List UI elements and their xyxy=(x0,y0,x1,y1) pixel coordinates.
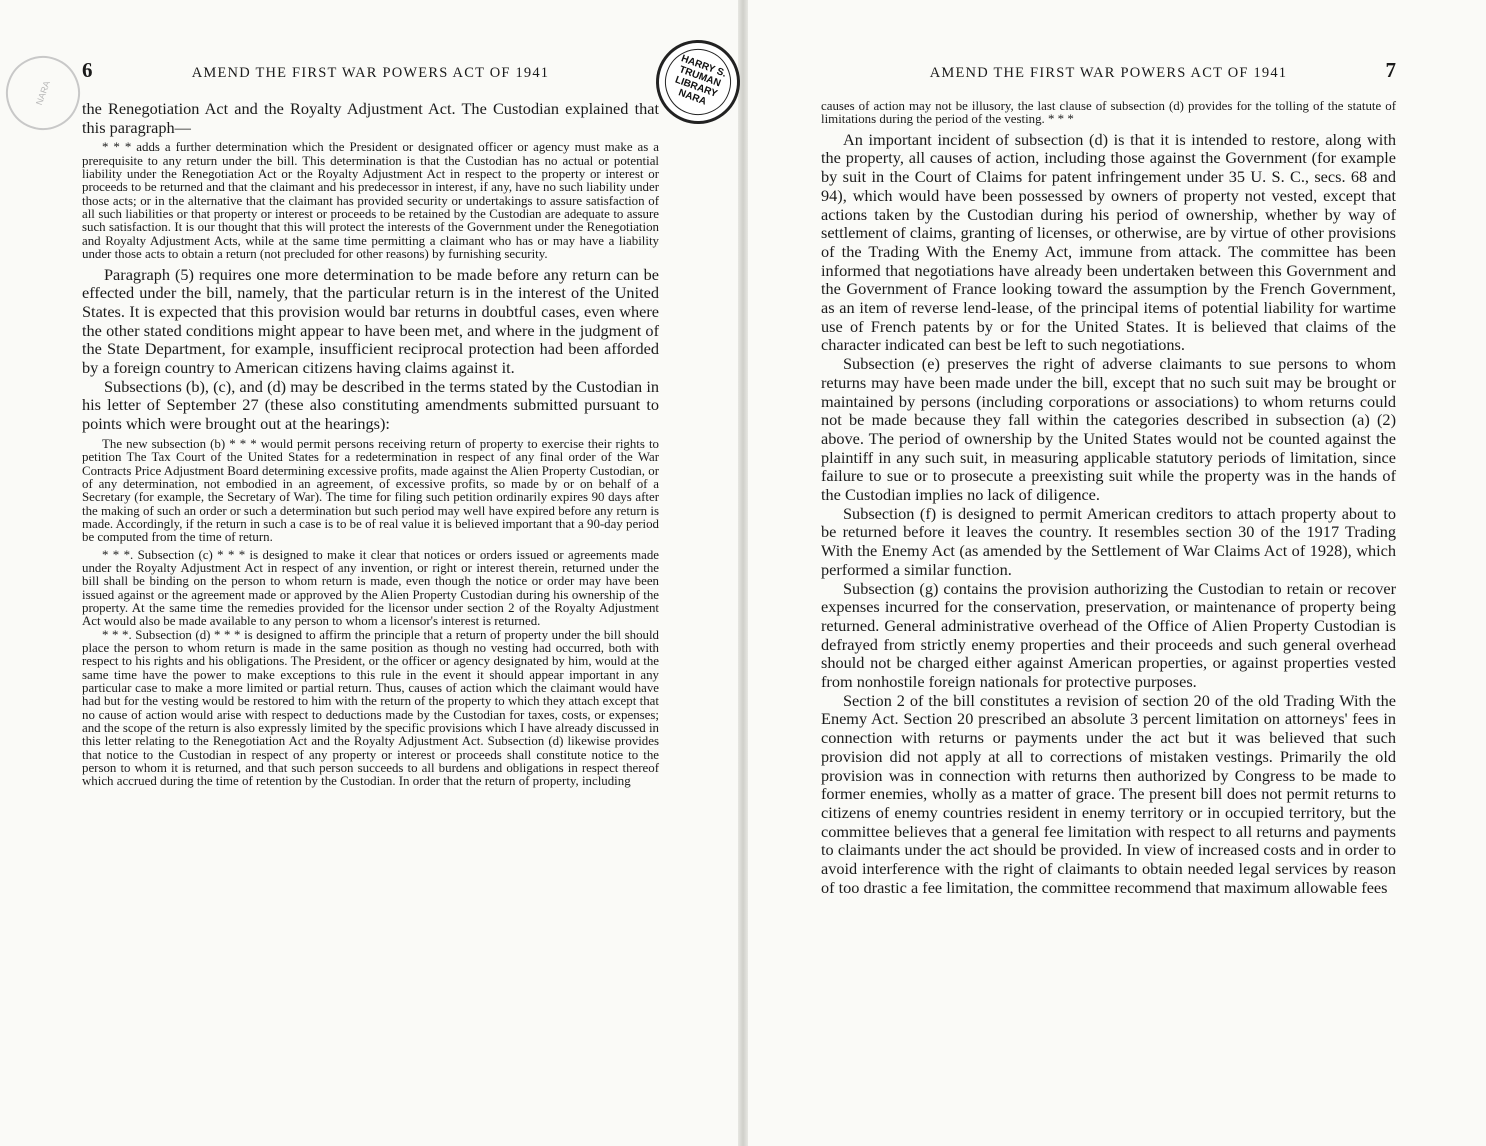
quoted-paragraph: causes of action may not be illusory, the last clause of subsection (d) provides for the tolling of the statute of limitations during the period of the vesting. * * * xyxy=(821,99,1396,127)
paragraph: Subsections (b), (c), and (d) may be described in the terms stated by the Custodian in his letter of September 27 (these also constituting amendments submitted pursuant to points which were brought out at the hearings): xyxy=(82,376,659,434)
running-head: AMEND THE FIRST WAR POWERS ACT OF 1941 xyxy=(191,65,550,81)
paragraph: Paragraph (5) requires one more determination to be made before any return can be effected under the bill, namely, that the particular return is in the interest of the United States. It is expected that this provision would bar returns in doubtful cases, even where the other stated conditions might appear to have been met, and where in the judgment of the State Department, for example, insufficient reciprocal protection had been afforded by a foreign country to American citizens having claims against it. xyxy=(82,264,659,378)
right-page-text xyxy=(821,100,1396,898)
right-page xyxy=(743,0,1486,1146)
paragraph: Subsection (e) preserves the right of adverse claimants to sue persons to whom returns may have been made under the bill, except that no such suit may be brought or maintained by persons (including corporations or associations) to whom returns could not be made because they fall within the categories described in subsection (a) (2) above. The period of ownership by the United States would not be counted against the plaintiff in any such suit, in measuring applicable statutory periods of limitation, since failure to sue or to prosecute a preexisting suit while the property was in the hands of the Custodian implies no lack of diligence. xyxy=(821,354,1396,505)
stamp-text: NARA xyxy=(34,79,52,107)
page-number: 7 xyxy=(1385,58,1396,82)
quoted-paragraph: * * *. Subsection (c) * * * is designed to make it clear that notices or orders issued or agreements made under the Royalty Adjustment Act in respect of any invention, or right or interest therein, returned under the bill shall be binding on the person to whom return is made, even though the notice or order may have been issued against or the agreement made or approved by the Alien Property Custodian during his ownership of the property. At the same time the remedies provided for the licensor under section 2 of the Royalty Adjustment Act would also be made available to any person to whom a licensor's interest is returned. xyxy=(82,547,659,629)
paragraph: Subsection (g) contains the provision authorizing the Custodian to retain or recover expenses incurred for the conservation, preservation, or maintenance of property being returned. General administrative overhead of the Office of Alien Property Custodian is defrayed from strictly enemy properties and their proceeds and such general overhead should not be charged either against American properties, or against properties vested from nonhostile foreign nationals for protective purposes. xyxy=(821,578,1396,692)
quoted-paragraph: * * * adds a further determination which the President or designated officer or agency must make as a prerequisite to any return under the bill. This determination is that the Custodian has no actual or potential liability under the Renegotiation Act or the Royalty Adjustment Act in respect to the property or interest or proceeds to be returned and that the claimant and his predecessor in interest, if any, have no such liability under those acts; or in the alternative that the claimant has provided security or undertakings to assure satisfaction of all such liabilities or that property or interest or proceeds to be retained by the Custodian are adequate to assure such satisfaction. It is our thought that this will protect the interests of the Government under the Renegotiation and Royalty Adjustment Acts, while at the same time permitting a claimant who has or may have a liability under those acts to obtain a return (not precluded for other reasons) by furnishing security. xyxy=(82,140,659,262)
left-page-header xyxy=(82,58,659,100)
paragraph: Section 2 of the bill constitutes a revision of section 20 of the old Trading With the Enemy Act. Section 20 prescribed an absolute 3 percent limitation on attorneys' fees in connection with returns or payments under the act but it was believed that such provision did not apply at all to corrections of mistaken vestings. Primarily the old provision was in connection with returns then authorized by Congress to be made to former enemies, wholly as a matter of grace. The present bill does not permit returns to citizens of enemy countries resident in enemy territory or in occupied territory, but the committee believes that a general fee limitation with respect to all returns and payments to claimants under the act should be provided. In view of increased costs and in order to avoid interference with the right of claimants to obtain needed legal services by reason of too drastic a fee limitation, the committee recommend that maximum allowable fees xyxy=(821,690,1396,897)
right-page-header xyxy=(821,58,1396,100)
quoted-paragraph: The new subsection (b) * * * would permit persons receiving return of property to exercise their rights to petition The Tax Court of the United States for a redetermination in respect of any final order of the War Contracts Price Adjustment Board determining excessive profits, made against the Alien Property Custodian, or of any determination, not embodied in an agreement, of excessive profits, so made by or on behalf of a Secretary (for example, the Secretary of War). The time for filing such petition ordinarily expires 90 days after the making of such an order or such a determination but such period may well have expired before any return is made. Accordingly, if the return in such a case is to be of real value it is believed important that a 90-day period be computed from the time of return. xyxy=(82,436,659,545)
stamp-text: HARRY S. TRUMAN LIBRARY NARA xyxy=(673,53,728,108)
quoted-paragraph: * * *. Subsection (d) * * * is designed to affirm the principle that a return of property under the bill should place the person to whom return is made in the same position as though no vesting had occurred, both with respect to his rights and his obligations. The President, or the officer or agency designated by him, would at the same time have the power to make exceptions to this rule in the event it should appear important in any particular case to make a more limited or partial return. Thus, causes of action which the claimant would have had but for the vesting would be restored to him with the return of the property to which they attach except that no cause of action would arise with respect to deductions made by the Custodian for taxes, costs, or expenses; and the scope of the return is also expressly limited by the specific provisions which I have already discussed in this letter relating to the Renegotiation Act and the Royalty Adjustment Act. Subsection (d) likewise provides that notice to the Custodian in respect of any property or interest or proceeds shall constitute notice to the person to whom it is returned, and that such person succeeds to all burdens and obligations in respect thereof which accrued during the time of retention by the Custodian. In order that the return of property, including xyxy=(82,627,659,789)
page-number: 6 xyxy=(82,58,93,82)
paragraph: the Renegotiation Act and the Royalty Adjustment Act. The Custodian explained that this paragraph— xyxy=(82,99,659,137)
archive-stamp-faded xyxy=(0,46,90,141)
paragraph: Subsection (f) is designed to permit American creditors to attach property about to be returned before it leaves the country. It resembles section 30 of the 1917 Trading With the Enemy Act (as amended by the Settlement of War Claims Act of 1928), which performed a similar function. xyxy=(821,503,1396,579)
paragraph: An important incident of subsection (d) is that it is intended to restore, along with the property, all causes of action, including those against the Government (for example by suit in the Court of Claims for patent infringement under 35 U. S. C., secs. 68 and 94), which would have been possessed by owners of property not vested, except that actions taken by the Custodian during his period of ownership, whether by way of settlement of claims, granting of licenses, or otherwise, are by virtue of other provisions of the Trading With the Enemy Act, immune from attack. The committee has been informed that negotiations have already been undertaken between this Government and the Government of France looking toward the assumption by the French Government, as an item of reverse lend-lease, of the principal items of potential liability for wartime use of French patents by or for the United States. It is believed that claims of the character indicated can best be left to such negotiations. xyxy=(821,129,1396,355)
running-head: AMEND THE FIRST WAR POWERS ACT OF 1941 xyxy=(929,65,1288,81)
page-gutter xyxy=(738,0,748,1146)
left-page-text xyxy=(82,100,659,789)
